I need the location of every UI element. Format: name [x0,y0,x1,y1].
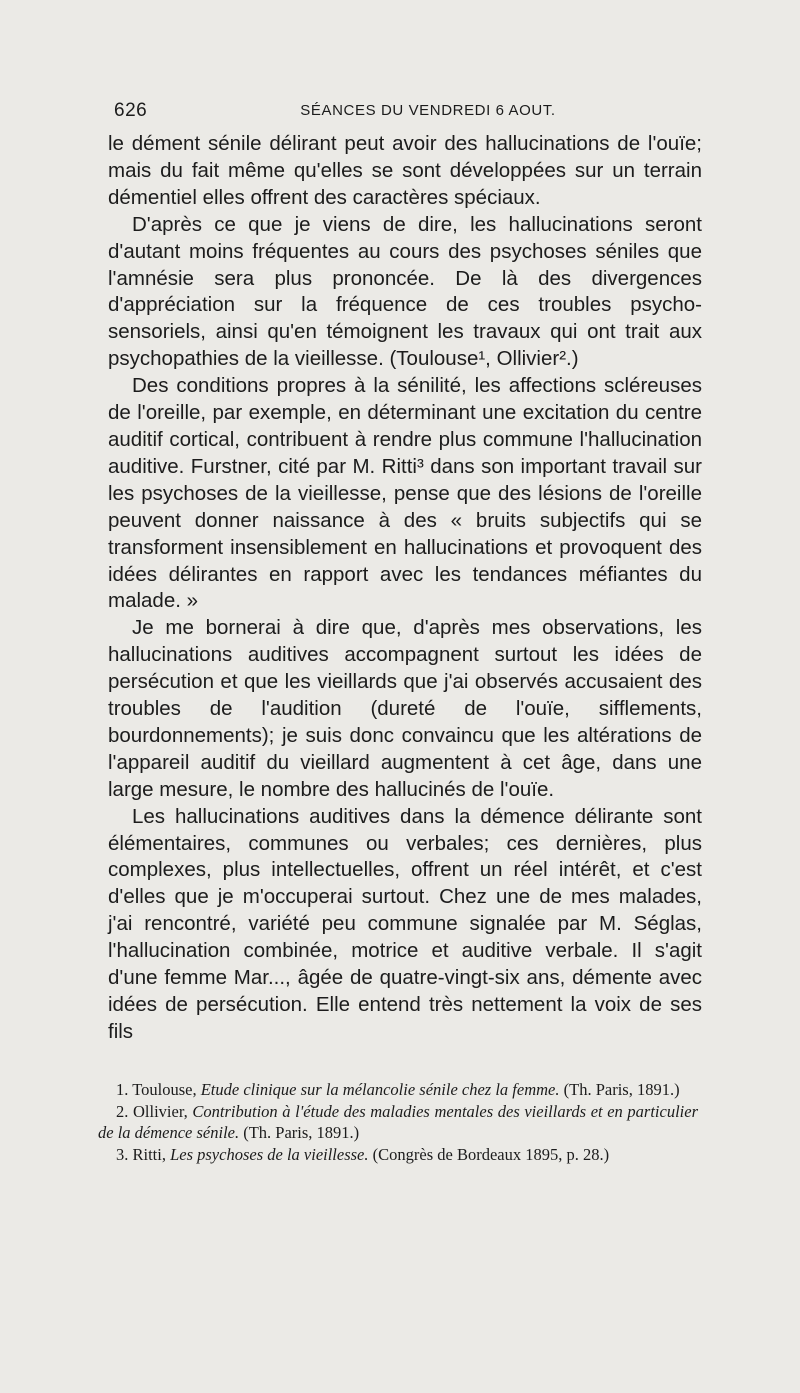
running-head: SÉANCES DU VENDREDI 6 AOUT. [300,102,556,119]
footnote [98,1079,698,1101]
footnote-number: 1. [116,1080,129,1099]
footnote-title: Les psychoses de la vieillesse. [170,1144,369,1164]
footnotes [98,1079,698,1165]
body-text [108,131,702,1046]
footnote-author: Ritti, [132,1144,166,1164]
footnote-number: 3. [116,1144,129,1164]
paragraph: le dément sénile délirant peut avoir des hallucinations de l'ouïe; mais du fait même qu'elles se sont développées sur un terrain démentiel elles offrent des caractères spéciaux. [108,132,702,209]
footnote-rest: (Th. Paris, 1891.) [243,1123,360,1142]
footnote-rest: (Congrès de Bordeaux 1895, p. 28.) [372,1144,610,1164]
footnote-number: 2. [116,1101,129,1121]
footnote [98,1101,698,1144]
paragraph: Les hallucinations auditives dans la démence délirante sont élémentaires, communes ou verbales; ces dernières, plus complexes, plus intellectuelles, offrent un réel intérêt, et c'est d'elles que je m'occuperai surtout. Chez une de mes malades, j'ai rencontré, variété peu commune signalée par M. Séglas, l'hallucination combinée, motrice et auditive verbale. Il s'agit d'une femme Mar..., âgée de quatre-vingt-six ans, démente avec idées de persécution. Elle entend très nettement la voix de ses fils [108,804,702,1043]
footnote [98,1144,698,1166]
footnote-author: Ollivier, [133,1101,188,1121]
page-number: 626 [114,100,148,121]
footnote-title: Etude clinique sur la mélancolie sénile chez la femme. [200,1080,560,1099]
paragraph: D'après ce que je viens de dire, les hallucinations seront d'autant moins fréquentes au cours des psychoses séniles que l'amnésie sera plus prononcée. De là des divergences d'appréciation sur la fréquence de ces troubles psycho-sensoriels, ainsi qu'en témoignent les travaux qui ont trait aux psychopathies de la vieillesse. (Toulouse¹, Ollivier².) [108,212,702,371]
paragraph: Je me bornerai à dire que, d'après mes observations, les hallucinations auditives accompagnent surtout les idées de persécution et que les vieillards que j'ai observés accusaient des troubles de l'audition (dureté de l'ouïe, sifflements, bourdonnements); je suis donc convaincu que les altérations de l'appareil auditif du vieillard augmentent à cet âge, dans une large mesure, le nombre des hallucinés de l'ouïe. [108,616,702,801]
page-header [108,100,708,128]
footnote-title: Contribution à l'étude des maladies mentales des vieillards et en particulier de la démence sénile. [98,1101,698,1142]
footnote-rest: (Th. Paris, 1891.) [563,1080,680,1099]
paragraph: Des conditions propres à la sénilité, les affections scléreuses de l'oreille, par exemple, en déterminant une excitation du centre auditif cortical, contribuent à rendre plus commune l'hallucination auditive. Furstner, cité par M. Ritti³ dans son important travail sur les psychoses de la vieillesse, pense que des lésions de l'oreille peuvent donner naissance à des « bruits subjectifs qui se transforment insensiblement en hallucinations et provoquent des idées délirantes en rapport avec les tendances méfiantes du malade. » [108,374,702,613]
footnote-author: Toulouse, [132,1080,197,1099]
